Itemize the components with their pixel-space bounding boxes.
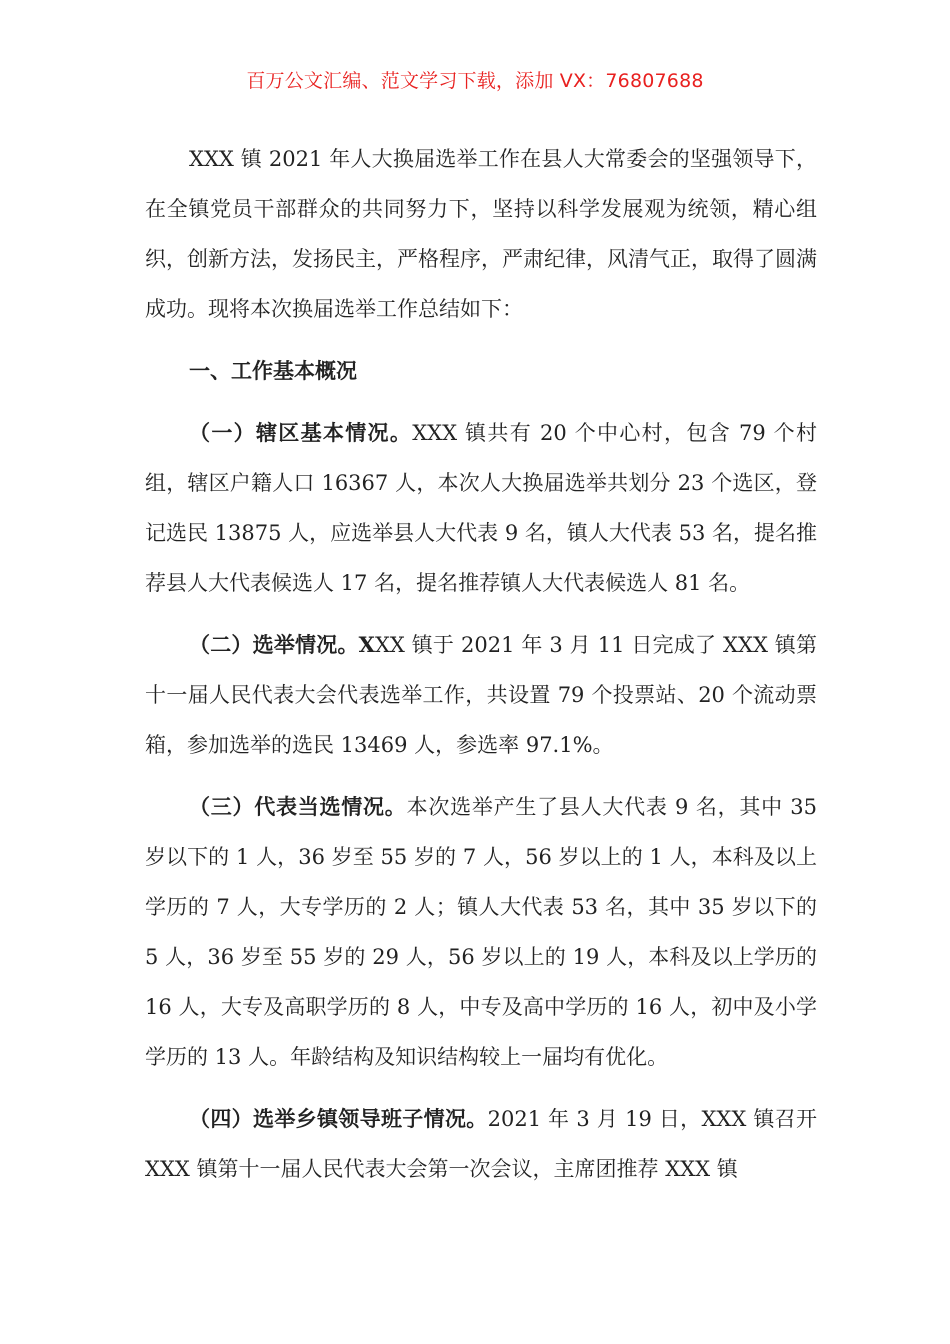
paragraph-body: 2021 年 3 月 19 日，XXX 镇召开 XXX 镇第十一届人民代表大会第一次会议，主席团推荐 XXX 镇 [145,1107,817,1181]
paragraph-lead: （三）代表当选情况。 [189,794,407,819]
header-watermark-text: 百万公文汇编、范文学习下载，添加 VX：76807688 [246,70,704,92]
document-body [145,134,817,1206]
paragraph-election-info [145,620,817,770]
section-heading: 一、工作基本概况 [189,358,357,383]
paragraph-district-info [145,408,817,608]
paragraph-leadership-election [145,1094,817,1194]
paragraph-lead: （四）选举乡镇领导班子情况。 [189,1106,488,1131]
paragraph-lead: （二）选举情况。X [189,632,375,657]
intro-paragraph: XXX 镇 2021 年人大换届选举工作在县人大常委会的坚强领导下，在全镇党员干部群众的共同努力下，坚持以科学发展观为统领，精心组织，创新方法，发扬民主，严格程序，严肃纪律，风清气正，取得了圆满成功。现将本次换届选举工作总结如下： [145,147,817,321]
paragraph-body: 本次选举产生了县人大代表 9 名，其中 35 岁以下的 1 人，36 岁至 55 岁的 7 人，56 岁以上的 1 人，本科及以上学历的 7 人，大专学历的 2 人；镇人大代表 53 名，其中 35 岁以下的 5 人，36 岁至 55 岁的 29 人，56 岁以上的 19 人，本科及以上学历的 16 人，大专及高职学历的 8 人，中专及高中学历的 16 人，初中及小学学历的 13 人。年龄结构及知识结构较上一届均有优化。 [145,795,818,1069]
paragraph-lead: （一）辖区基本情况。 [189,420,413,445]
paragraph-body: XXX 镇共有 20 个中心村，包含 79 个村组，辖区户籍人口 16367 人，本次人大换届选举共划分 23 个选区，登记选民 13875 人，应选举县人大代表 9 名，镇人大代表 53 名，提名推荐县人大代表候选人 17 名，提名推荐镇人大代表候选人 81 名。 [145,421,817,595]
paragraph-elected-representatives [145,782,817,1082]
paragraph-body: XX 镇于 2021 年 3 月 11 日完成了 XXX 镇第十一届人民代表大会代表选举工作，共设置 79 个投票站、20 个流动票箱，参加选举的选民 13469 人，参选率 97.1%。 [145,633,817,757]
